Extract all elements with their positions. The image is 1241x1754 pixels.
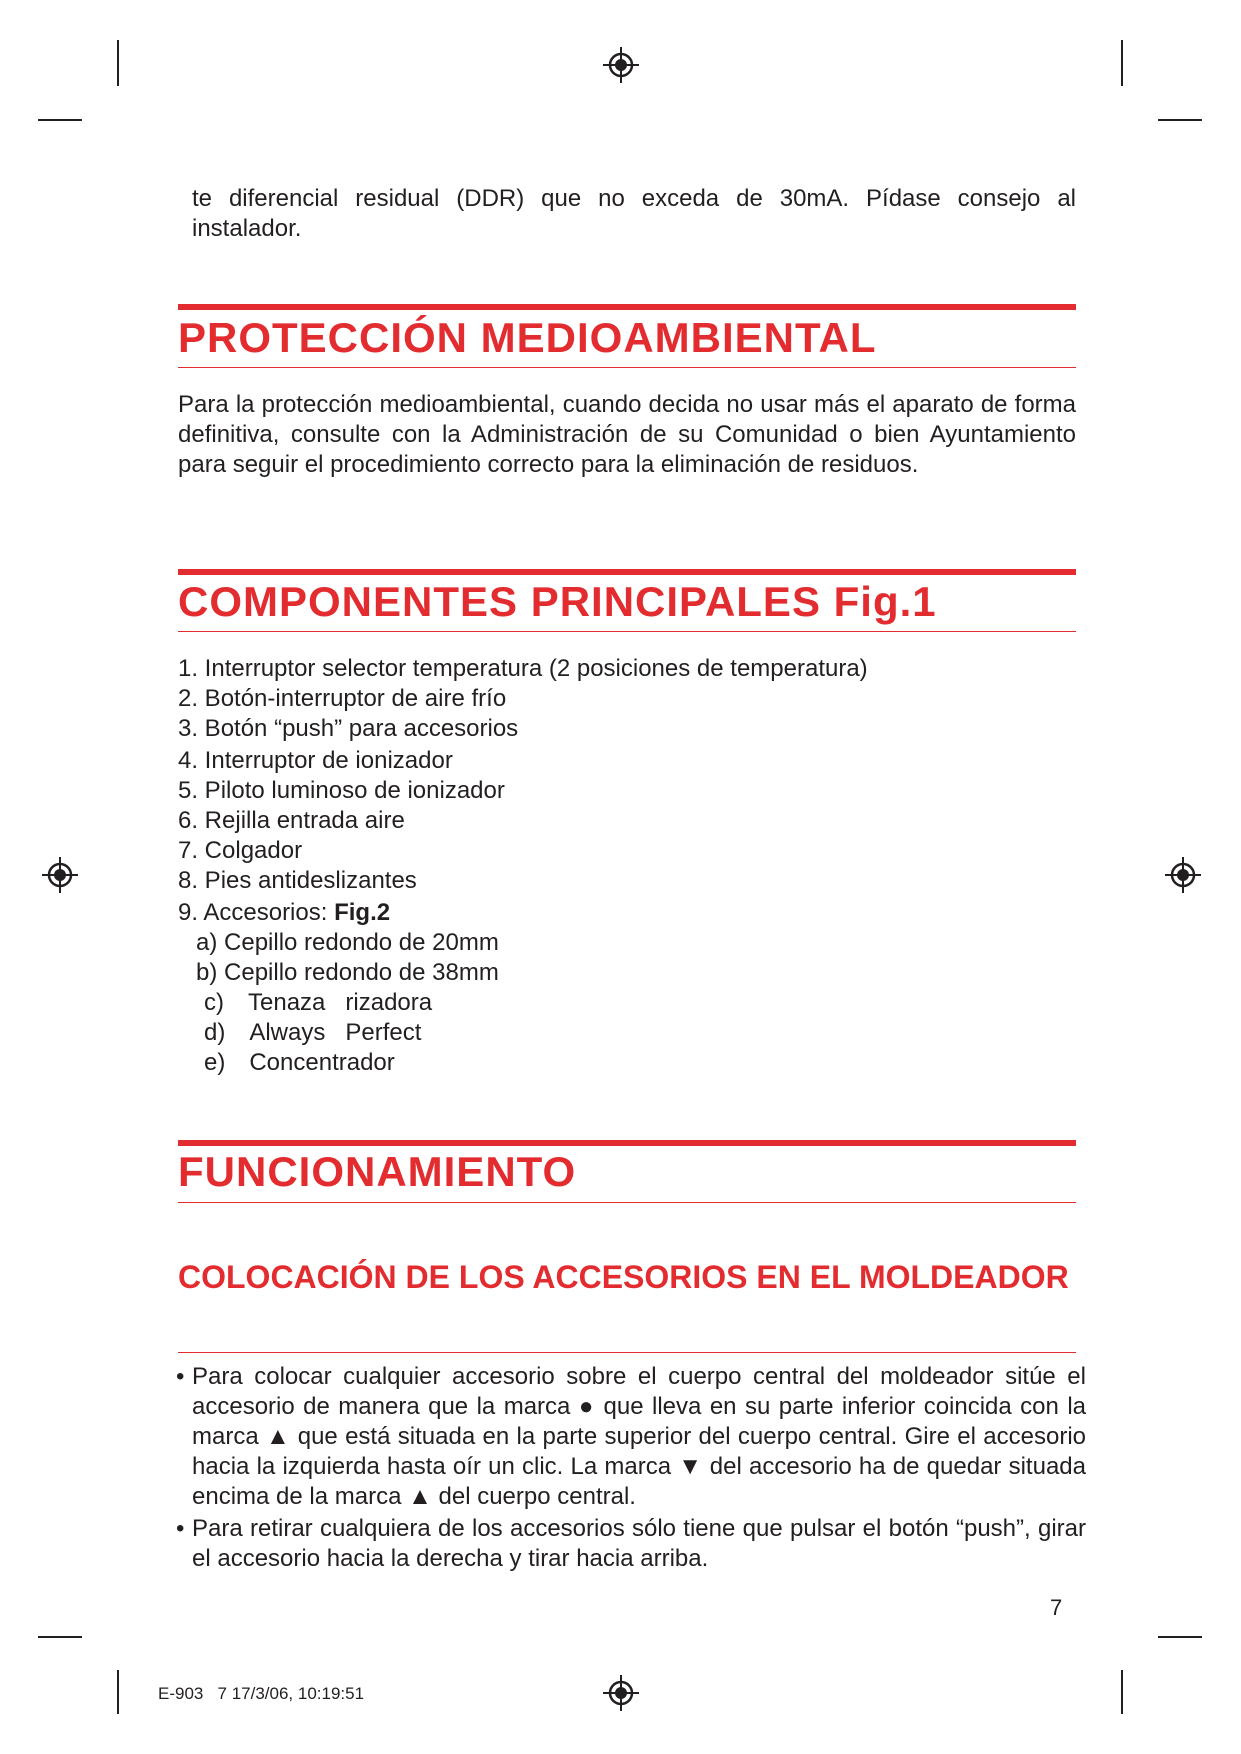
list-item: • Para colocar cualquier accesorio sobre el cuerpo central del moldeador sitúe el accesorio de manera que la marca ● que lleva en su parte inferior coincida con la marca ▲ que está situada en la parte superior del cuerpo central. Gire el accesorio hacia la izquierda hasta oír un clic. La marca ▼ del accesorio ha de quedar situada encima de la marca ▲ del cuerpo central. — [176, 1363, 1086, 1510]
crop-mark — [1121, 1670, 1123, 1714]
list-item: b) Cepillo redondo de 38mm — [196, 959, 499, 986]
section-rule-bottom — [178, 1202, 1076, 1203]
registration-mark-icon — [602, 46, 640, 84]
registration-mark-icon — [1164, 856, 1202, 894]
section-rule-top — [178, 304, 1076, 310]
environment-paragraph: Para la protección medioambiental, cuando decida no usar más el aparato de forma definitiva, consulte con la Administración de su Comunidad o bien Ayuntamiento para seguir el procedimiento correcto para la eliminación de residuos. — [178, 391, 1076, 478]
bullet-icon: • — [176, 1363, 185, 1390]
section-title-operation: FUNCIONAMIENTO — [178, 1148, 577, 1195]
list-item: d) Always Perfect — [204, 1019, 422, 1046]
list-item: 2. Botón-interruptor de aire frío — [178, 685, 507, 712]
list-item: 5. Piloto luminoso de ionizador — [178, 777, 505, 804]
accessories-figure-ref: Fig.2 — [334, 899, 391, 926]
crop-mark — [117, 1670, 119, 1714]
registration-mark-icon — [602, 1674, 640, 1712]
print-footer: E-903 7 17/3/06, 10:19:51 — [158, 1684, 365, 1703]
list-item: a) Cepillo redondo de 20mm — [196, 929, 499, 956]
crop-mark — [38, 119, 82, 121]
intro-paragraph: te diferencial residual (DDR) que no exceda de 30mA. Pídase consejo al instalador. — [192, 185, 1076, 242]
list-item: e) Concentrador — [204, 1049, 395, 1076]
subsection-rule — [178, 1352, 1076, 1353]
crop-mark — [117, 40, 119, 86]
section-rule-top — [178, 569, 1076, 575]
section-title-environment: PROTECCIÓN MEDIOAMBIENTAL — [178, 314, 877, 361]
list-item: 7. Colgador — [178, 837, 303, 864]
list-item: 3. Botón “push” para accesorios — [178, 715, 519, 742]
crop-mark — [1158, 1636, 1202, 1638]
list-item: 1. Interruptor selector temperatura (2 posiciones de temperatura) — [178, 655, 868, 682]
registration-mark-icon — [41, 856, 79, 894]
section-rule-bottom — [178, 367, 1076, 368]
page-number: 7 — [1050, 1595, 1063, 1620]
list-item: 6. Rejilla entrada aire — [178, 807, 405, 834]
list-item: 4. Interruptor de ionizador — [178, 747, 453, 774]
section-rule-bottom — [178, 631, 1076, 632]
bullet-icon: • — [176, 1515, 185, 1542]
list-item: 8. Pies antideslizantes — [178, 867, 417, 894]
accessories-label: 9. Accesorios: — [178, 899, 335, 926]
subsection-title: COLOCACIÓN DE LOS ACCESORIOS EN EL MOLDEADOR — [178, 1259, 1069, 1295]
components-list — [178, 654, 868, 1078]
section-rule-top — [178, 1140, 1076, 1146]
list-item: c) Tenaza rizadora — [204, 989, 433, 1016]
instructions-list — [176, 1362, 1086, 1576]
crop-mark — [1121, 40, 1123, 86]
crop-mark — [1158, 119, 1202, 121]
crop-mark — [38, 1636, 82, 1638]
list-item: • Para retirar cualquiera de los accesorios sólo tiene que pulsar el botón “push”, girar el accesorio hacia la derecha y tirar hacia arriba. — [176, 1515, 1086, 1572]
section-title-components: COMPONENTES PRINCIPALES Fig.1 — [178, 578, 937, 625]
list-item-accessories — [178, 898, 868, 928]
